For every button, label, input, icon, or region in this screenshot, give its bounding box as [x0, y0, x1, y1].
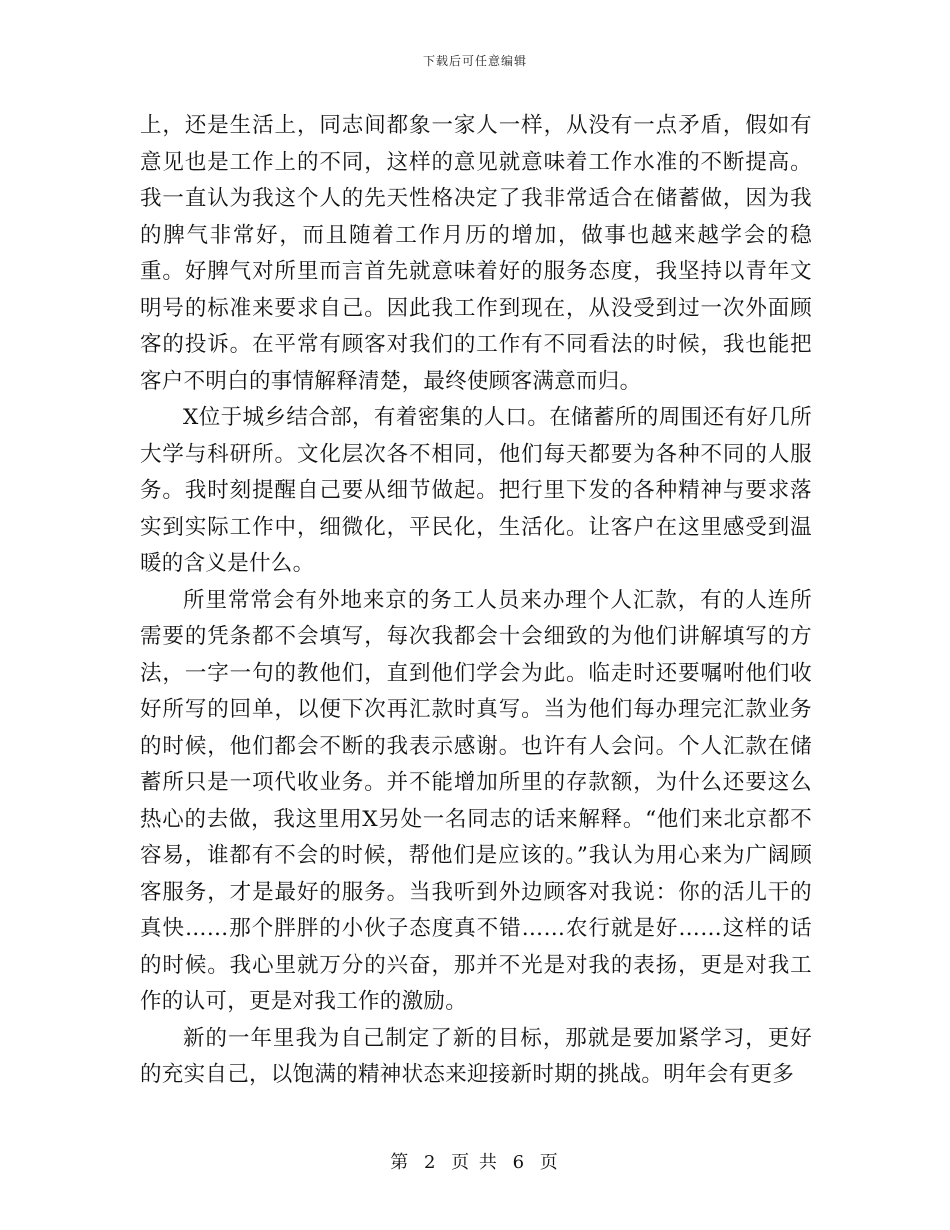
page-footer: [0, 1148, 950, 1174]
header-text: 下载后可任意编辑: [422, 54, 527, 68]
current-page-number: 2: [423, 1152, 438, 1173]
footer-prefix: 第: [390, 1152, 411, 1173]
document-body: [140, 108, 812, 1094]
paragraph-1: 上，还是生活上，同志间都象一家人一样，从没有一点矛盾，假如有意见也是工作上的不同，这样的意见就意味着工作水准的不断提高。我一直认为我这个人的先天性格决定了我非常适合在储蓄做，因为我的脾气非常好，而且随着工作月历的增加，做事也越来越学会的稳重。好脾气对所里而言首先就意味着好的服务态度，我坚持以青年文明号的标准来要求自己。因此我工作到现在，从没受到过一次外面顾客的投诉。在平常有顾客对我们的工作有不同看法的时候，我也能把客户不明白的事情解释清楚，最终使顾客满意而归。: [140, 113, 812, 394]
page-header: [0, 52, 950, 69]
paragraph-4: 新的一年里我为自己制定了新的目标，那就是要加紧学习，更好的充实自己，以饱满的精神状态来迎接新时期的挑战。明年会有更多: [140, 1025, 812, 1087]
footer-middle: 页 共: [451, 1152, 499, 1173]
footer-suffix: 页: [539, 1152, 560, 1173]
paragraph-2: X位于城乡结合部，有着密集的人口。在储蓄所的周围还有好几所大学与科研所。文化层次各不相同，他们每天都要为各种不同的人服务。我时刻提醒自己要从细节做起。把行里下发的各种精神与要求落实到实际工作中，细微化，平民化，生活化。让客户在这里感受到温暖的含义是什么。: [140, 405, 812, 576]
total-pages-number: 6: [512, 1152, 527, 1173]
paragraph-3: 所里常常会有外地来京的务工人员来办理个人汇款，有的人连所需要的凭条都不会填写，每次我都会十会细致的为他们讲解填写的方法，一字一句的教他们，直到他们学会为此。临走时还要嘱咐他们收好所写的回单，以便下次再汇款时真写。当为他们每办理完汇款业务的时候，他们都会不断的我表示感谢。也许有人会问。个人汇款在储蓄所只是一项代收业务。并不能增加所里的存款额，为什么还要这么热心的去做，我这里用X另处一名同志的话来解释。“他们来北京都不容易，谁都有不会的时候，帮他们是应该的。”我认为用心来为广阔顾客服务，才是最好的服务。当我听到外边顾客对我说：你的活儿干的真快……那个胖胖的小伙子态度真不错……农行就是好……这样的话的时候。我心里就万分的兴奋，那并不光是对我的表扬，更是对我工作的认可，更是对我工作的激励。: [140, 587, 812, 1014]
